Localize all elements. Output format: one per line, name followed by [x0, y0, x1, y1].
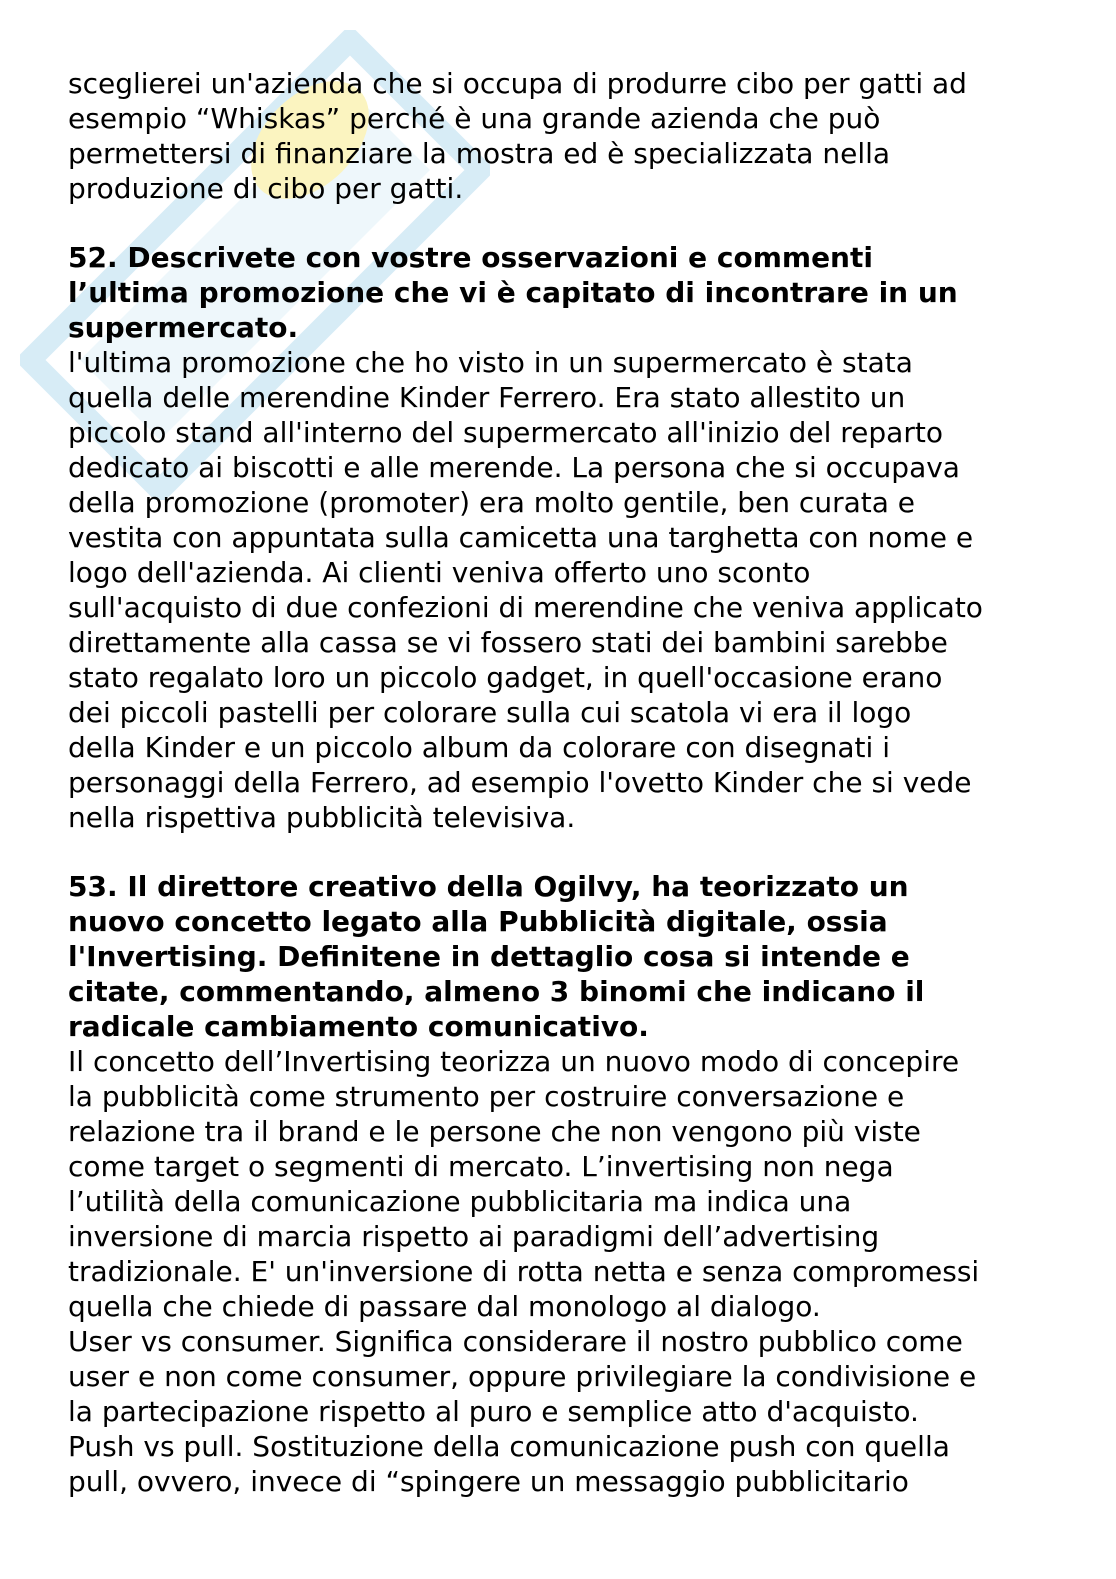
answer-52-paragraph: l'ultima promozione che ho visto in un supermercato è stata quella delle merendine Kinder Ferrero. Era stato allestito un piccolo stand all'interno del supermercato all'inizio del reparto dedicato ai biscotti e alle merende. La persona che si occupava della promozione (promoter) era molto gentile, ben curata e vestita con appuntata sulla camicetta una targhetta con nome e logo dell'azienda. Ai clienti veniva offerto uno sconto sull'acquisto di due confezioni di merendine che veniva applicato direttamente alla cassa se vi fossero stati dei bambini sarebbe stato regalato loro un piccolo gadget, in quell'occasione erano dei piccoli pastelli per colorare sulla cui scatola vi era il logo della Kinder e un piccolo album da colorare con disegnati i personaggi della Ferrero, ad esempio l'ovetto Kinder che si vede nella rispettiva pubblicità televisiva.: [68, 346, 983, 834]
question-52-heading: 52. Descrivete con vostre osservazioni e commenti l’ultima promozione che vi è capitato di incontrare in un supermercato.: [68, 241, 958, 344]
answer-53-binomio-push-pull: Push vs pull. Sostituzione della comunicazione push con quella pull, ovvero, invece di “spingere un messaggio pubblicitario: [68, 1430, 950, 1498]
answer-53-paragraph: Il concetto dell’Invertising teorizza un nuovo modo di concepire la pubblicità come strumento per costruire conversazione e relazione tra il brand e le persone che non vengono più viste come target o segmenti di mercato. L’invertising non nega l’utilità della comunicazione pubblicitaria ma indica una inversione di marcia rispetto ai paradigmi dell’advertising tradizionale. E' un'inversione di rotta netta e senza compromessi quella che chiede di passare dal monologo al dialogo.: [68, 1045, 980, 1323]
intro-paragraph: sceglierei un'azienda che si occupa di produrre cibo per gatti ad esempio “Whiskas” perché è una grande azienda che può permettersi di finanziare la mostra ed è specializzata nella produzione di cibo per gatti.: [68, 67, 967, 205]
answer-53-binomio-user-consumer: User vs consumer. Significa considerare il nostro pubblico come user e non come consumer, oppure privilegiare la condivisione e la partecipazione rispetto al puro e semplice atto d'acquisto.: [68, 1325, 977, 1428]
question-53-heading: 53. Il direttore creativo della Ogilvy, ha teorizzato un nuovo concetto legato alla Pubblicità digitale, ossia l'Invertising. Definitene in dettaglio cosa si intende e citate, commentando, almeno 3 binomi che indicano il radicale cambiamento comunicativo.: [68, 870, 925, 1043]
